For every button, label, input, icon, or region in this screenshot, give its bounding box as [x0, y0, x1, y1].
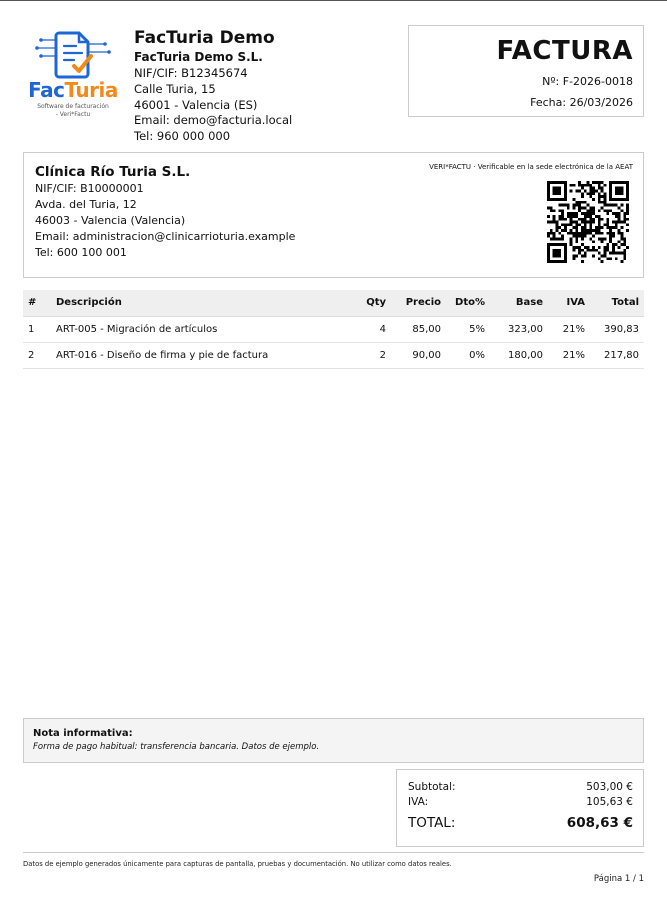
items-table [23, 290, 644, 369]
col-header-total: Total [590, 290, 644, 316]
col-header-vat: IVA [548, 290, 590, 316]
issuer-legal-name: FacTuria Demo S.L. [134, 50, 263, 64]
client-details [35, 163, 295, 261]
total-value: 608,63 € [566, 815, 633, 831]
issuer-email: Email: demo@facturia.local [134, 113, 293, 128]
client-tax-id: NIF/CIF: B10000001 [35, 182, 144, 195]
cell-index: 1 [23, 316, 51, 342]
invoice-date: Fecha: 26/03/2026 [530, 96, 633, 109]
col-header-discount: Dto% [446, 290, 490, 316]
cell-total: 390,83 [590, 316, 644, 342]
cell-base: 323,00 [490, 316, 548, 342]
issuer-phone: Tel: 960 000 000 [134, 129, 231, 144]
total-label: TOTAL: [408, 815, 456, 831]
vat-label: IVA: [408, 796, 429, 808]
info-note [23, 718, 644, 763]
subtotal-value: 503,00 € [586, 781, 633, 793]
cell-discount: 5% [446, 316, 490, 342]
cell-price: 85,00 [391, 316, 446, 342]
verifactu-label: VERI*FACTU · Verificable en la sede electrónica de la AEAT [429, 163, 633, 171]
cell-total: 217,80 [590, 342, 644, 368]
logo-subtitle: Software de facturación - Veri*Factu [37, 103, 109, 118]
cell-price: 90,00 [391, 342, 446, 368]
client-box [23, 152, 644, 278]
client-address-line-2: 46003 - Valencia (Valencia) [35, 214, 186, 227]
cell-description: ART-005 - Migración de artículos [51, 316, 351, 342]
cell-index: 2 [23, 342, 51, 368]
col-header-price: Precio [391, 290, 446, 316]
vat-row [408, 795, 633, 810]
cell-discount: 0% [446, 342, 490, 368]
footer-divider [23, 852, 644, 853]
subtotal-label: Subtotal: [408, 781, 456, 793]
totals-box [396, 769, 644, 847]
qr-code-icon [547, 181, 629, 263]
client-address-line-1: Avda. del Turia, 12 [35, 198, 137, 211]
client-name: Clínica Río Turia S.L. [35, 164, 191, 180]
logo-wordmark: FacTuria [28, 78, 118, 102]
cell-description: ART-016 - Diseño de firma y pie de factura [51, 342, 351, 368]
cell-qty: 2 [351, 342, 391, 368]
client-phone: Tel: 600 100 001 [35, 246, 127, 259]
page-number: Página 1 / 1 [593, 874, 644, 884]
cell-vat: 21% [548, 316, 590, 342]
invoice-title: FACTURA [496, 36, 633, 66]
table-header-row [23, 290, 644, 316]
vat-value: 105,63 € [586, 796, 633, 808]
invoice-check-icon [24, 26, 122, 80]
client-email: Email: administracion@clinicarrioturia.example [35, 230, 296, 243]
invoice-header-box [408, 25, 644, 117]
subtotal-row [408, 780, 633, 795]
col-header-qty: Qty [351, 290, 391, 316]
issuer-tax-id: NIF/CIF: B12345674 [134, 66, 248, 80]
facturia-logo [24, 26, 122, 120]
issuer-address-line-2: 46001 - Valencia (ES) [134, 97, 258, 112]
note-text: Forma de pago habitual: transferencia bancaria. Datos de ejemplo. [33, 742, 320, 752]
invoice-number: Nº: F-2026-0018 [542, 75, 633, 88]
cell-base: 180,00 [490, 342, 548, 368]
total-row [408, 814, 633, 832]
col-header-description: Descripción [51, 290, 351, 316]
table-row [23, 342, 644, 368]
issuer-address-line-1: Calle Turia, 15 [134, 81, 216, 96]
table-row [23, 316, 644, 342]
cell-vat: 21% [548, 342, 590, 368]
cell-qty: 4 [351, 316, 391, 342]
note-title: Nota informativa: [33, 728, 133, 739]
col-header-base: Base [490, 290, 548, 316]
issuer-trade-name: FacTuria Demo [134, 28, 275, 48]
top-border [0, 0, 667, 1]
col-header-index: # [23, 290, 51, 316]
footer-disclaimer: Datos de ejemplo generados únicamente para capturas de pantalla, pruebas y documentación. No utilizar como datos reales. [23, 860, 452, 868]
issuer-details [134, 28, 394, 145]
